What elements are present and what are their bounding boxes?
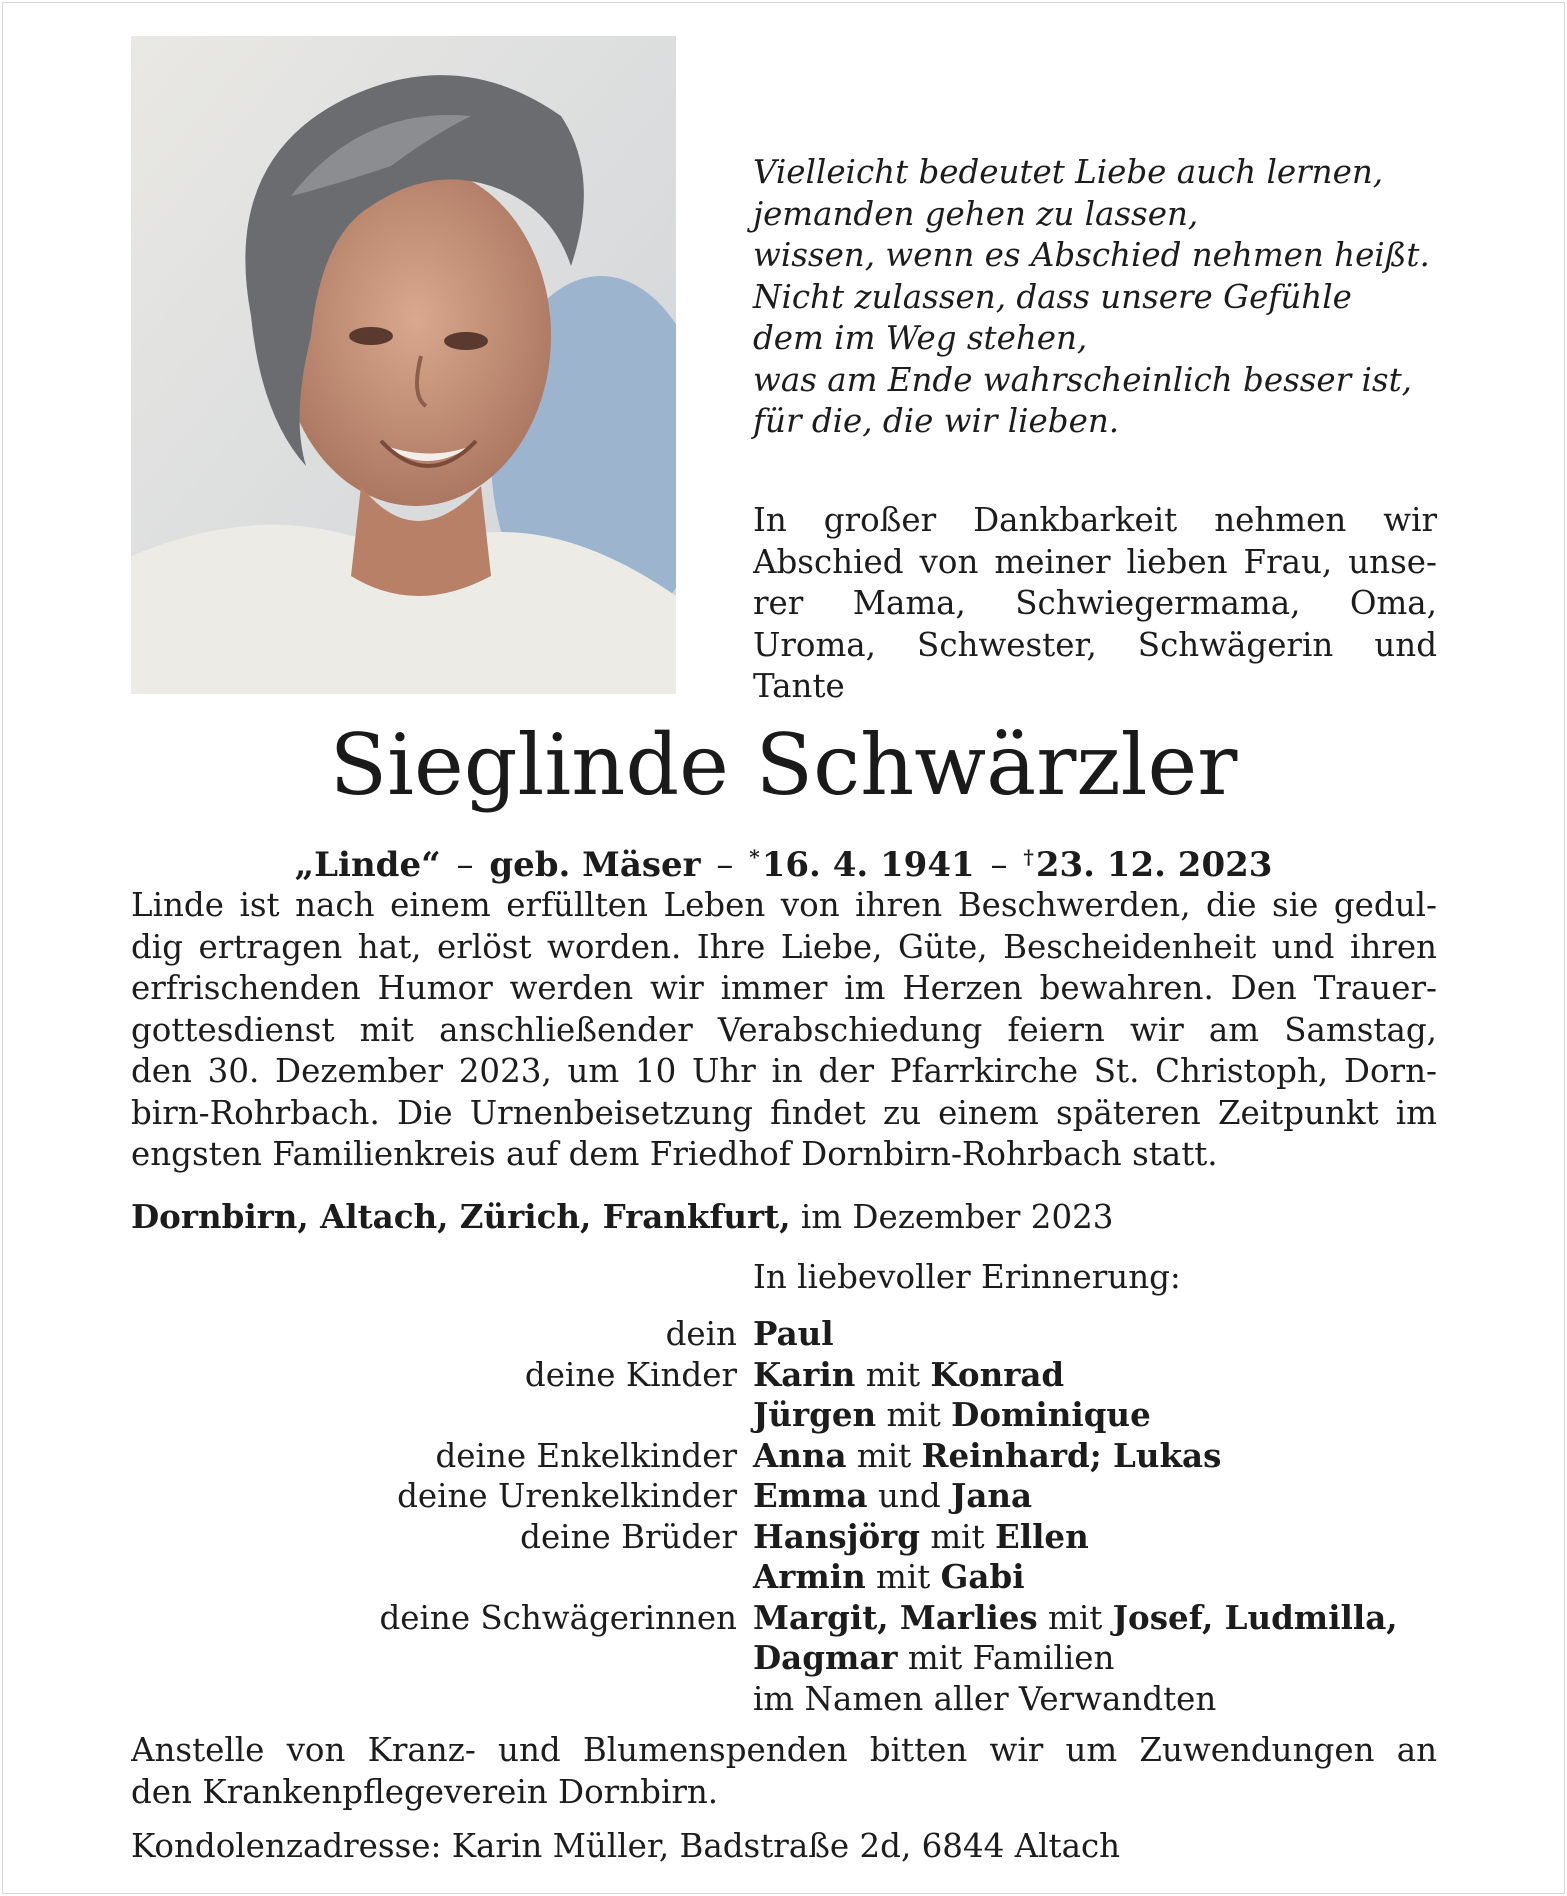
family-name: Jana (950, 1476, 1033, 1515)
family-names (753, 1355, 1064, 1396)
family-name: Emma (753, 1476, 868, 1515)
family-names (753, 1476, 1032, 1517)
intro-line: rer Mama, Schwiegermama, Oma, (753, 584, 1437, 622)
separator-dash: – (716, 845, 734, 885)
intro-line: In großer Dankbarkeit nehmen wir (753, 501, 1437, 539)
main-text-line: erfrischenden Humor werden wir immer im Herzen bewahren. Den Trauer- (131, 969, 1437, 1007)
family-row (131, 1638, 1551, 1679)
relation-label: deine Urenkelkinder (397, 1477, 737, 1515)
nickname: „Linde“ (294, 845, 441, 885)
family-row (131, 1476, 1551, 1517)
deceased-name: Sieglinde Schwärzler (329, 716, 1238, 814)
poem-line: Vielleicht bedeutet Liebe auch lernen, (753, 153, 1384, 191)
family-name: Konrad (930, 1354, 1065, 1394)
family-row (131, 1395, 1551, 1436)
family-name: Margit, Marlies (753, 1597, 1038, 1637)
family-names (753, 1638, 1114, 1679)
death-date: 23. 12. 2023 (1035, 845, 1273, 885)
connector: und (877, 1477, 941, 1515)
poem (753, 152, 1473, 443)
poem-line: jemanden gehen zu lassen, (753, 194, 1199, 233)
intro-line: Uroma, Schwester, Schwägerin und (753, 625, 1437, 664)
donation-line: den Krankenpflegeverein Dornbirn. (131, 1772, 719, 1811)
family-name: Josef, Ludmilla, (1112, 1597, 1398, 1637)
separator-dash: – (990, 845, 1008, 885)
relation-label: deine Kinder (524, 1355, 737, 1394)
family-names (753, 1314, 834, 1355)
connector: mit (930, 1517, 985, 1556)
portrait-photo (131, 36, 676, 694)
family-names (753, 1598, 1398, 1639)
family-names (753, 1557, 1025, 1598)
death-cross-icon: † (1023, 845, 1034, 869)
relatives-line: im Namen aller Verwandten (753, 1679, 1217, 1718)
condolence-address: Kondolenzadresse: Karin Müller, Badstraße 2d, 6844 Altach (131, 1827, 1121, 1865)
poem-line: wissen, wenn es Abschied nehmen heißt. (753, 236, 1430, 274)
family-row (131, 1355, 1551, 1396)
family-name: Reinhard; Lukas (921, 1435, 1222, 1475)
place-cities: Dornbirn, Altach, Zürich, Frankfurt, (131, 1197, 791, 1236)
family-row (131, 1314, 1551, 1355)
family-name: Dominique (951, 1395, 1151, 1434)
family-name: Ellen (994, 1516, 1089, 1556)
main-text-line: engsten Familienkreis auf dem Friedhof Dornbirn-Rohrbach statt. (131, 1135, 1218, 1173)
poem-line: Nicht zulassen, dass unsere Gefühle (753, 277, 1352, 316)
family-name: Hansjörg (753, 1516, 920, 1556)
portrait-image (131, 36, 676, 694)
place-and-date (131, 1196, 1113, 1238)
main-text-line: birn-Rohrbach. Die Urnenbeisetzung findet zu einem späteren Zeitpunkt im (131, 1093, 1437, 1132)
relation-label: dein (665, 1315, 737, 1353)
main-text-line: Linde ist nach einem erfüllten Leben von ihren Beschwerden, die sie gedul- (131, 886, 1437, 924)
donation-note (131, 1730, 1437, 1813)
relation-label: deine Schwägerinnen (379, 1598, 737, 1637)
memory-line: In liebevoller Erinnerung: (753, 1258, 1181, 1296)
family-name: Anna (753, 1435, 847, 1475)
family-name: Karin (753, 1354, 856, 1394)
family-row (131, 1679, 1551, 1720)
separator-dash: – (456, 845, 474, 885)
family-names (753, 1436, 1221, 1477)
family-name: Jürgen (753, 1395, 877, 1434)
intro-text (753, 500, 1437, 708)
relation-label: deine Brüder (520, 1517, 737, 1556)
family-list (131, 1314, 1551, 1719)
family-name: Paul (753, 1314, 834, 1353)
family-row (131, 1436, 1551, 1477)
connector: mit (865, 1355, 921, 1394)
main-text-line: den 30. Dezember 2023, um 10 Uhr in der Pfarrkirche St. Christoph, Dorn- (131, 1052, 1437, 1090)
birth-name: geb. Mäser (489, 845, 701, 885)
poem-line: für die, die wir lieben. (753, 402, 1120, 440)
birth-date: 16. 4. 1941 (761, 845, 975, 885)
family-names (753, 1517, 1089, 1558)
place-date: im Dezember 2023 (800, 1198, 1114, 1236)
connector: mit (876, 1558, 931, 1596)
relation-label (131, 1557, 753, 1598)
donation-line: Anstelle von Kranz- und Blumenspenden bitten wir um Zuwendungen an (131, 1731, 1437, 1769)
relation-label (131, 1679, 753, 1720)
poem-line: was am Ende wahrscheinlich besser ist, (753, 360, 1412, 399)
family-name: Dagmar (753, 1638, 898, 1677)
connector: mit (1048, 1598, 1103, 1637)
connector: mit (886, 1396, 941, 1434)
intro-line: Abschied von meiner lieben Frau, unse- (753, 542, 1437, 581)
family-row (131, 1517, 1551, 1558)
family-name: Armin (753, 1557, 866, 1596)
main-text (131, 885, 1437, 1176)
family-name: Gabi (940, 1557, 1025, 1596)
connector: mit (856, 1436, 912, 1475)
family-row (131, 1557, 1551, 1598)
deceased-details (0, 835, 1567, 887)
relation-label (131, 1638, 753, 1679)
relation-label: deine Enkelkinder (435, 1436, 737, 1475)
relation-label (131, 1395, 753, 1436)
poem-line: dem im Weg stehen, (753, 319, 1088, 357)
main-text-line: gottesdienst mit anschließender Verabschiedung feiern wir am Samstag, (131, 1010, 1437, 1049)
family-names (753, 1395, 1151, 1436)
main-text-line: dig ertragen hat, erlöst worden. Ihre Liebe, Güte, Bescheidenheit und ihren (131, 927, 1437, 966)
family-row (131, 1598, 1551, 1639)
intro-line: Tante (753, 667, 845, 705)
connector: mit Familien (907, 1639, 1115, 1677)
birth-star-icon: * (749, 845, 760, 869)
